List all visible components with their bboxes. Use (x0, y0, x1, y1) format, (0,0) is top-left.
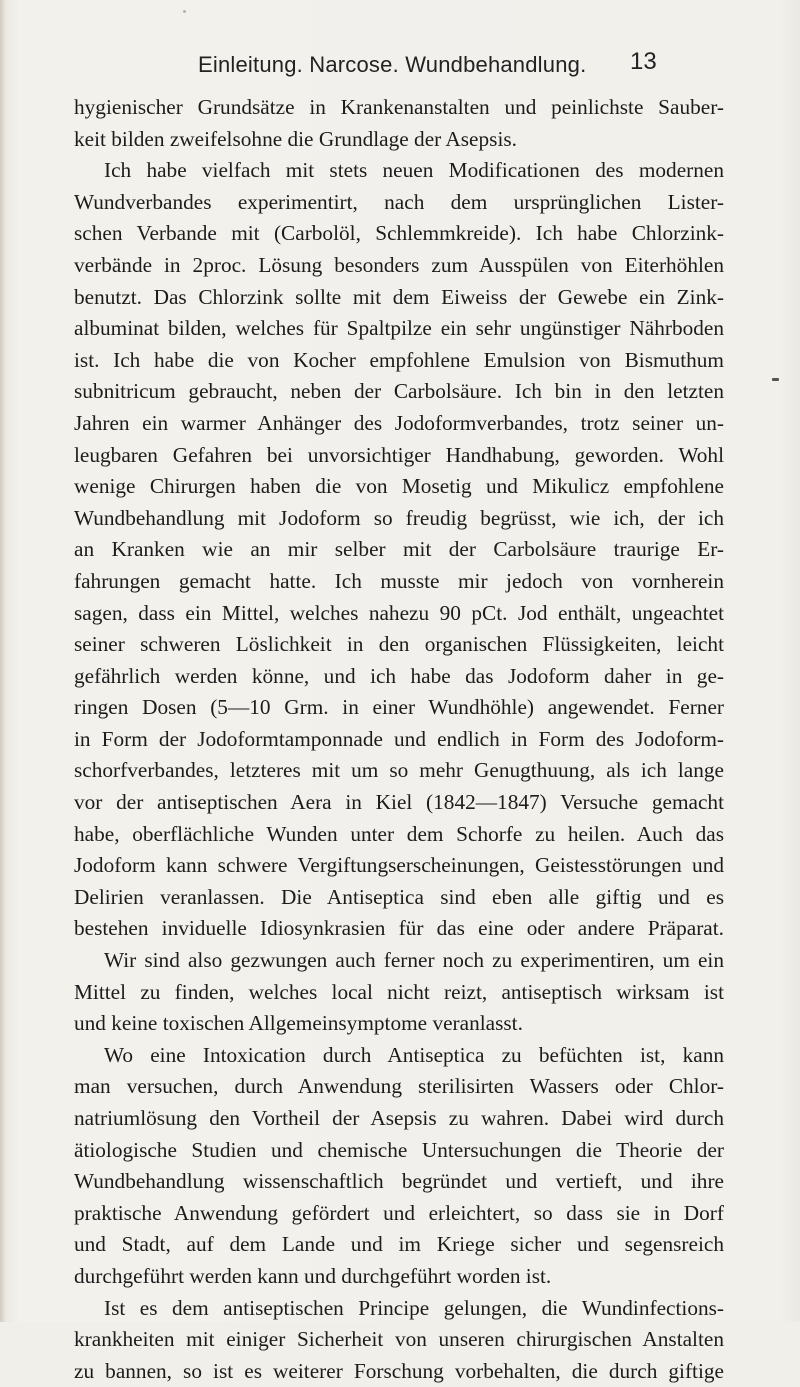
running-head: Einleitung. Narcose. Wundbehandlung. (198, 52, 587, 77)
text-line: seiner schweren Löslichkeit in den organischen Flüssigkeiten, leicht (74, 632, 724, 657)
text-line: Wundbehandlung mit Jodoform so freudig begrüsst, wie ich, der ich (74, 505, 724, 530)
text-line: an Kranken wie an mir selber mit der Carbolsäure traurige Er- (74, 537, 724, 562)
page-header (0, 44, 800, 84)
text-line: gefährlich werden könne, und ich habe das Jodoform daher in ge- (74, 663, 724, 688)
text-line: habe, oberflächliche Wunden unter dem Schorfe zu heilen. Auch das (74, 821, 724, 846)
page-number: 13 (630, 48, 657, 75)
text-line: Ist es dem antiseptischen Principe gelungen, die Wundinfections- (104, 1295, 724, 1320)
text-line: in Form der Jodoformtamponnade und endlich in Form des Jodoform- (74, 726, 724, 751)
text-line: durchgeführt werden kann und durchgeführt worden ist. (74, 1263, 552, 1288)
text-line: ringen Dosen (5—10 Grm. in einer Wundhöhle) angewendet. Ferner (74, 695, 724, 720)
text-line: Wundverbandes experimentirt, nach dem ursprünglichen Lister- (74, 189, 724, 214)
body-text (74, 92, 724, 1387)
text-line: natriumlösung den Vortheil der Asepsis zu wahren. Dabei wird durch (74, 1106, 724, 1130)
text-line: sagen, dass ein Mittel, welches nahezu 90 pCt. Jod enthält, ungeachtet (74, 600, 724, 625)
text-line: zu bannen, so ist es weiterer Forschung vorbehalten, die durch giftige (74, 1358, 724, 1383)
text-line: Jahren ein warmer Anhänger des Jodoformverbandes, trotz seiner un- (74, 410, 724, 435)
text-line: ätiologische Studien und chemische Untersuchungen die Theorie der (74, 1137, 724, 1162)
text-line: krankheiten mit einiger Sicherheit von unseren chirurgischen Anstalten (74, 1327, 724, 1352)
text-line: verbände in 2proc. Lösung besonders zum Ausspülen von Eiterhöhlen (74, 252, 724, 277)
text-line: Mittel zu finden, welches local nicht reizt, antiseptisch wirksam ist (74, 979, 724, 1004)
text-line: benutzt. Das Chlorzink sollte mit dem Eiweiss der Gewebe ein Zink- (74, 284, 724, 309)
text-line: und keine toxischen Allgemeinsymptome veranlasst. (74, 1011, 523, 1036)
text-line: Jodoform kann schwere Vergiftungserscheinungen, Geistesstörungen und (74, 853, 724, 878)
text-line: fahrungen gemacht hatte. Ich musste mir jedoch von vornherein (74, 568, 724, 593)
text-line: Ich habe vielfach mit stets neuen Modificationen des modernen (104, 158, 724, 183)
text-line: Wundbehandlung wissenschaftlich begründet und vertieft, und ihre (74, 1169, 724, 1194)
text-line: leugbaren Gefahren bei unvorsichtiger Handhabung, geworden. Wohl (74, 442, 724, 467)
text-line: wenige Chirurgen haben die von Mosetig und Mikulicz empfohlene (74, 474, 724, 499)
text-line: hygienischer Grundsätze in Krankenanstalten und peinlichste Sauber- (74, 95, 724, 119)
margin-mark (772, 378, 779, 381)
text-line: Delirien veranlassen. Die Antiseptica sind eben alle giftig und es (74, 884, 724, 909)
text-line: subnitricum gebraucht, neben der Carbolsäure. Ich bin in den letzten (74, 379, 724, 404)
text-line: albuminat bilden, welches für Spaltpilze ein sehr ungünstiger Nährboden (74, 316, 724, 341)
text-line: man versuchen, durch Anwendung sterilisirten Wassers oder Chlor- (74, 1074, 724, 1099)
text-line: und Stadt, auf dem Lande und im Kriege sicher und segensreich (74, 1232, 724, 1257)
text-line: keit bilden zweifelsohne die Grundlage der Asepsis. (74, 126, 517, 151)
text-line: praktische Anwendung gefördert und erleichtert, so dass sie in Dorf (74, 1200, 724, 1225)
text-line: bestehen inviduelle Idiosynkrasien für das eine oder andere Präparat. (74, 916, 724, 941)
text-line: vor der antiseptischen Aera in Kiel (1842—1847) Versuche gemacht (74, 790, 724, 815)
paper-speck (183, 10, 186, 13)
text-line: Wo eine Intoxication durch Antiseptica zu befüchten ist, kann (104, 1042, 724, 1067)
text-line: schorfverbandes, letzteres mit um so mehr Genugthuung, als ich lange (74, 758, 724, 783)
text-line: Wir sind also gezwungen auch ferner noch zu experimentiren, um ein (104, 948, 724, 973)
text-line: ist. Ich habe die von Kocher empfohlene Emulsion von Bismuthum (74, 347, 724, 372)
binding-edge (0, 0, 6, 1322)
text-line: schen Verbande mit (Carbolöl, Schlemmkreide). Ich habe Chlorzink- (74, 221, 724, 246)
